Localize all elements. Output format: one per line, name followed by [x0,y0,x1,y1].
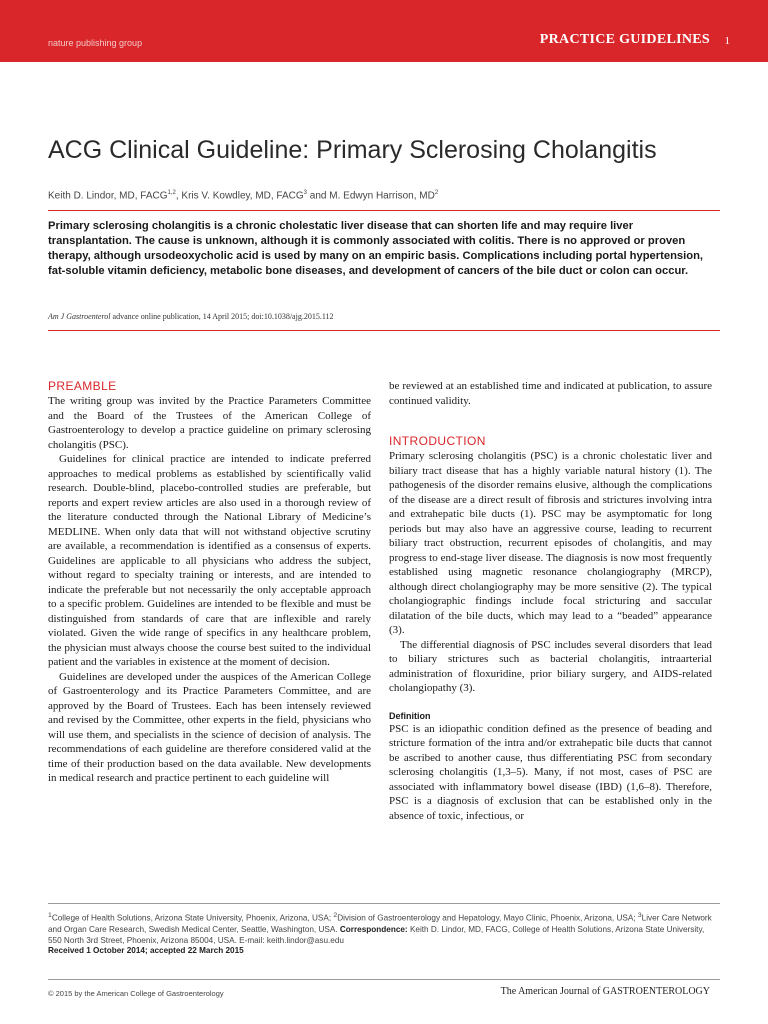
right-column [389,379,712,823]
page-number: 1 [724,35,730,47]
author-separator: and [307,190,330,202]
footer-rule [48,979,720,980]
journal-name [501,986,710,997]
section-heading-preamble: PREAMBLE [48,379,117,393]
received-dates: Received 1 October 2014; accepted 22 March 2015 [48,946,244,955]
correspondence-details: Keith D. Lindor, MD, FACG, College of Health Solutions, Arizona State University, 550 North 3rd Street, Phoenix, Arizona 85004, USA. E-mail: keith.lindor@asu.edu [48,924,705,945]
section-heading-introduction: INTRODUCTION [389,434,486,448]
paragraph: be reviewed at an established time and indicated at publication, to assure continued validity. [389,380,712,407]
author-affiliation: 1,2 [167,190,176,196]
journal-name-main: GASTROENTEROLOGY [602,986,710,997]
section-label: PRACTICE GUIDELINES [539,32,710,47]
citation-details: advance online publication, 14 April 2015; doi:10.1038/ajg.2015.112 [110,312,334,321]
correspondence-label: Correspondence: [339,924,408,934]
author-name: Kris V. Kowdley, MD, FACG [181,190,304,202]
author-affiliation: 2 [434,190,439,196]
citation-journal: Am J Gastroenterol [48,312,111,321]
paragraph: PSC is an idiopathic condition defined as the presence of beading and stricture formation of the intra and/or extrahepatic bile ducts that cannot be ascribed to another cause, thus differentiating PSC from secondary sclerosing cholangitis (1,3–5). Many, if not most, cases of PSC are associated with inflammatory bowel disease (IBD) (1,6–8). Therefore, PSC is a diagnosis of exclusion that can be established only in the absence of toxic, infectious, or [389,722,712,822]
affiliation: College of Health Solutions, Arizona State University, Phoenix, Arizona, USA; [51,913,334,923]
paragraph: Primary sclerosing cholangitis (PSC) is a chronic cholestatic liver and biliary tract disease that has a highly variable natural history (1). The pathogenesis of the disorder remains elusive, although the complications of the disease are a direct result of fibrosis and strictures involving intra and extrahepatic bile ducts (1). PSC may be asymptomatic for long periods but may also have an aggressive course, leading to recurrent biliary tract obstruction, recurrent episodes of cholangitis, and may progress to end-stage liver disease. The diagnosis is now most frequently established using magnetic resonance cholangiography (MRCP), although direct cholangiography may be more sensitive (2). The typical cholangiographic findings include focal stricturing and saccular dilatation of the bile ducts, which may lead to a “beaded” appearance (3). [389,450,712,636]
author-separator: , [175,190,182,202]
abstract-bottom-rule [48,330,720,331]
footnote-marker: 3 [637,912,642,919]
paragraph: Guidelines for clinical practice are intended to indicate preferred approaches to medical problems as established by scientifically valid research. Double-blind, placebo-controlled studies are preferable, but reports and expert review articles are also used in a thorough review of the literature conducted through the National Library of Medicine’s MEDLINE. When only data that will not withstand objective scrutiny are available, a recommendation is identified as a consensus of experts. Guidelines are applicable to all physicians who address the subject, without regard to specialty training or interests, and are intended to indicate the preferable but not necessarily the only acceptable approach to a specific problem. Guidelines are intended to be flexible and must be distinguished from standards of care that are inflexible and rarely violated. Given the wide range of specifics in any healthcare problem, the physician must always choose the course best suited to the individual patient and the variables in existence at the moment of decision. [48,453,371,668]
author-list [48,190,728,201]
paragraph: The differential diagnosis of PSC includes several disorders that lead to biliary strictures such as bacterial cholangitis, intraarterial administration of floxuridine, prior biliary surgery, and AIDS-related cholangiopathy (3). [389,638,712,694]
author-name: M. Edwyn Harrison, MD [329,190,435,202]
citation [48,312,720,321]
journal-name-prefix: The American Journal of [500,986,603,997]
abstract-top-rule [48,210,720,211]
subsection-heading-definition: Definition [389,710,431,721]
left-column [48,379,371,786]
footnote-marker: 1 [48,912,52,919]
paragraph: Guidelines are developed under the auspices of the American College of Gastroenterology and its Practice Parameters Committee, and are approved by the Board of Trustees. Each has been intensely reviewed and revised by the Committee, other experts in the field, physicians who will use them, and specialists in the science of decision of analysis. The recommendations of each guideline are therefore considered valid at the time of their production based on the data available. New developments in medical research and practice pertinent to each guideline will [48,670,371,784]
affiliation: Liver Care Network and Organ Care Research, Swedish Medical Center, Seattle, Washington, USA. [48,913,712,934]
footnote-rule [48,903,720,904]
footnote-marker: 2 [333,912,338,919]
article-title: ACG Clinical Guideline: Primary Sclerosing Cholangitis [48,136,657,164]
author-name: Keith D. Lindor, MD, FACG [48,190,168,202]
affiliations-footnote [48,910,720,946]
abstract: Primary sclerosing cholangitis is a chronic cholestatic liver disease that can shorten life and may require liver transplantation. The cause is unknown, although it is commonly associated with colitis. There is no approved or proven therapy, although ursodeoxycholic acid is used by many on an empiric basis. Complications including portal hypertension, fat-soluble vitamin deficiency, metabolic bone diseases, and development of cancers of the bile duct or colon can occur. [48,220,704,277]
copyright: © 2015 by the American College of Gastroenterology [48,989,224,998]
header-bar [0,0,768,62]
paragraph: The writing group was invited by the Practice Parameters Committee and the Board of the Trustees of the American College of Gastroenterology to develop a practice guideline on primary sclerosing cholangitis (PSC). [48,395,371,451]
author-affiliation: 3 [303,190,308,196]
affiliation: Division of Gastroenterology and Hepatology, Mayo Clinic, Phoenix, Arizona, USA; [337,913,638,923]
publisher-name: nature publishing group [48,38,143,48]
